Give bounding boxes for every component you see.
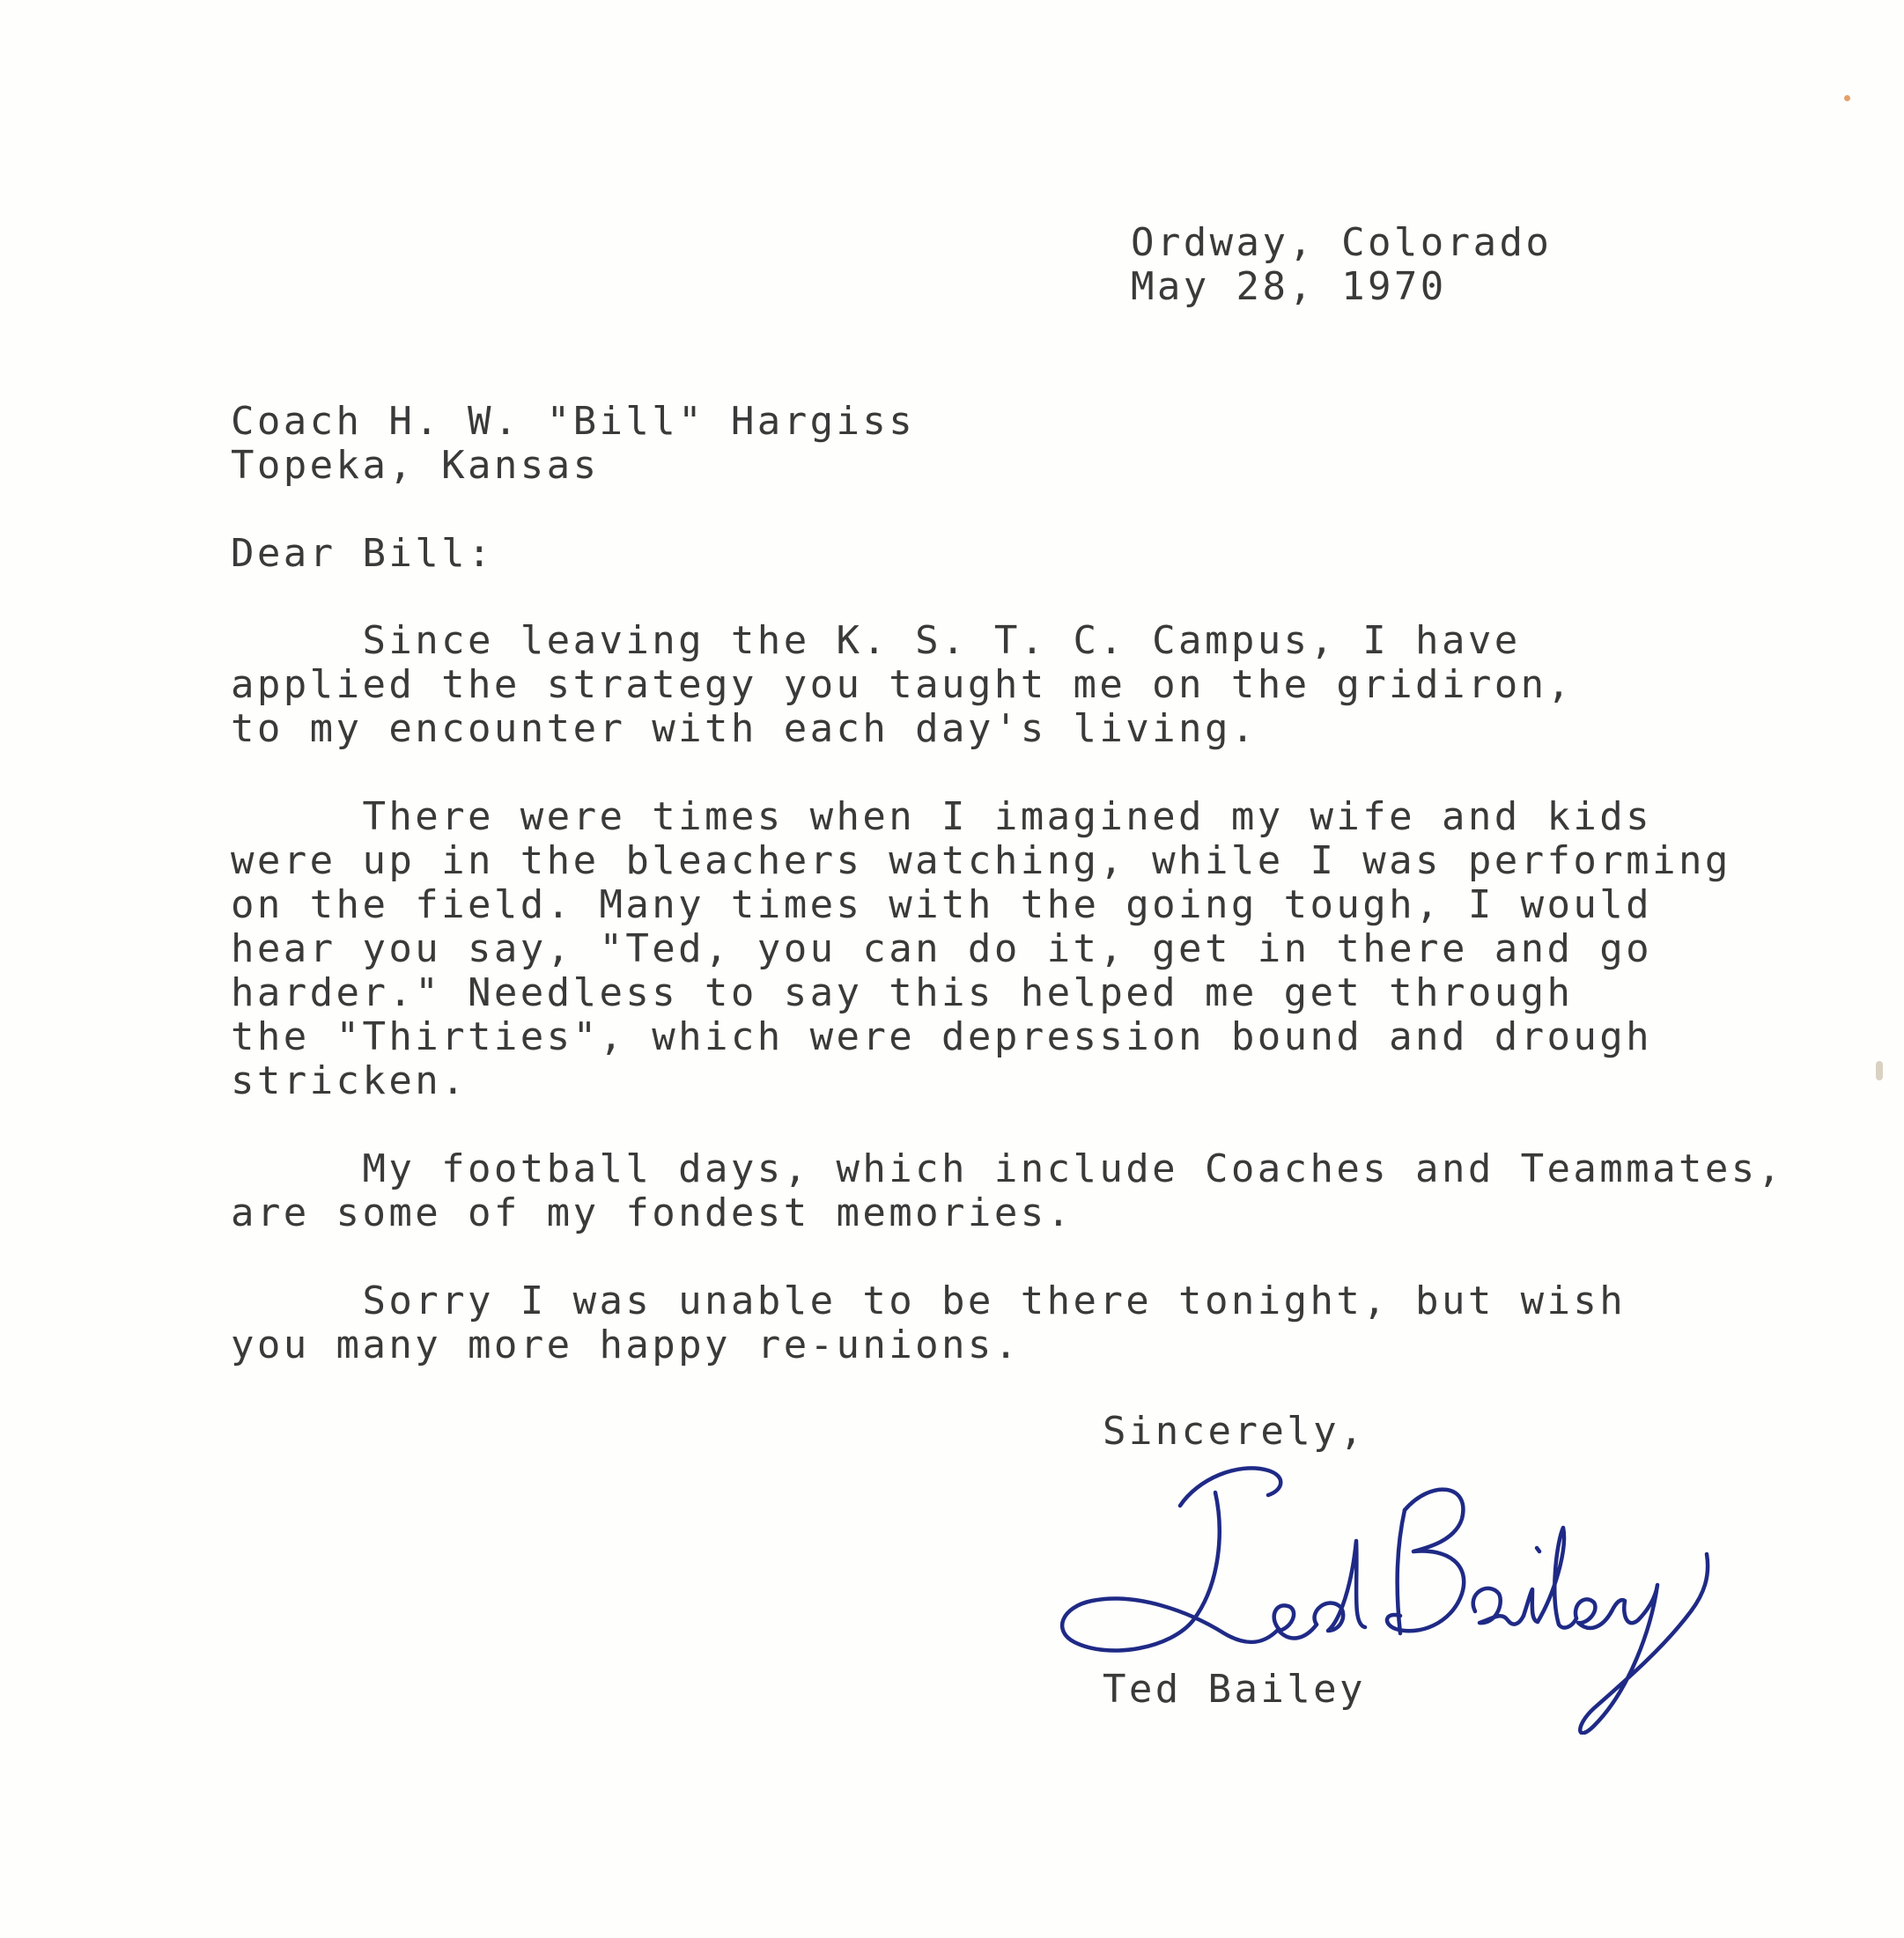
- paper-speck: [1844, 95, 1850, 101]
- body-line: My football days, which include Coaches and Teammates,: [231, 1146, 1784, 1191]
- closing: Sincerely,: [1103, 1409, 1366, 1454]
- letter-place: Ordway, Colorado: [1131, 220, 1553, 265]
- letter-date: May 28, 1970: [1131, 264, 1447, 309]
- salutation: Dear Bill:: [231, 531, 494, 576]
- recipient-name: Coach H. W. "Bill" Hargiss: [231, 399, 916, 444]
- body-line: Sorry I was unable to be there tonight, but wish: [231, 1278, 1627, 1323]
- body-line: harder." Needless to say this helped me get through: [231, 970, 1574, 1015]
- paper-speck: [1876, 1061, 1883, 1080]
- body-line: the "Thirties", which were depression bound and drough: [231, 1014, 1653, 1059]
- body-line: to my encounter with each day's living.: [231, 706, 1258, 751]
- body-line: on the field. Many times with the going tough, I would: [231, 882, 1653, 927]
- typed-name: Ted Bailey: [1103, 1667, 1366, 1712]
- body-line: were up in the bleachers watching, while I was performing: [231, 838, 1731, 883]
- body-line: stricken.: [231, 1058, 469, 1103]
- body-line: Since leaving the K. S. T. C. Campus, I have: [231, 618, 1521, 663]
- body-line: applied the strategy you taught me on the gridiron,: [231, 662, 1574, 707]
- recipient-location: Topeka, Kansas: [231, 443, 600, 488]
- body-line: hear you say, "Ted, you can do it, get in there and go: [231, 926, 1653, 971]
- body-line: you many more happy re-unions.: [231, 1323, 1021, 1367]
- body-line: There were times when I imagined my wife and kids: [231, 794, 1653, 839]
- body-line: are some of my fondest memories.: [231, 1190, 1074, 1235]
